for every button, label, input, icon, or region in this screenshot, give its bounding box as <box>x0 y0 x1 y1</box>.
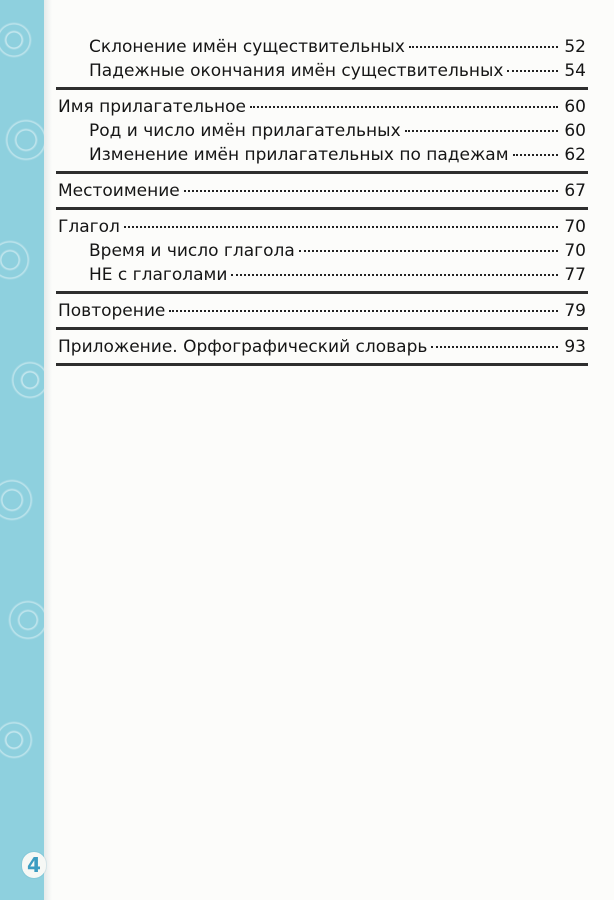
ghost-line <box>0 458 614 476</box>
toc-entry[interactable] <box>58 299 586 323</box>
toc-entry-title: Изменение имён прилагательных по падежам <box>89 145 509 165</box>
section-divider <box>56 327 588 330</box>
ghost-line <box>0 794 614 812</box>
ghost-line <box>0 376 614 394</box>
toc-entry-title: НЕ с глаголами <box>89 265 228 285</box>
toc-entry-page: 62 <box>564 145 586 165</box>
toc-entry-page: 54 <box>564 61 586 81</box>
toc-entry[interactable] <box>58 119 586 143</box>
toc-entry[interactable] <box>58 335 586 359</box>
ghost-line <box>0 710 614 728</box>
toc-entry-title: Время и число глагола <box>89 241 295 261</box>
section-divider <box>56 171 588 174</box>
dot-leader <box>231 274 558 276</box>
toc-entry-title: Склонение имён существительных <box>89 37 405 57</box>
toc-entry[interactable] <box>58 263 586 287</box>
section-divider <box>56 87 588 90</box>
toc-entry-title: Род и число имён прилагательных <box>89 121 401 141</box>
toc-entry-title: Глагол <box>58 217 120 237</box>
toc-entry-page: 70 <box>564 217 586 237</box>
toc-entry[interactable] <box>58 215 586 239</box>
toc-entry-page: 93 <box>564 337 586 357</box>
ghost-line <box>0 542 614 560</box>
toc-entry-page: 67 <box>564 181 586 201</box>
page-number-badge: 4 <box>22 852 46 878</box>
section-divider <box>56 363 588 366</box>
toc-entry-page: 79 <box>564 301 586 321</box>
dot-leader <box>250 106 558 108</box>
ghost-line <box>0 626 614 644</box>
toc-entry[interactable] <box>58 95 586 119</box>
ghost-line <box>0 570 614 588</box>
ghost-line <box>0 598 614 616</box>
toc-entry-page: 77 <box>564 265 586 285</box>
toc-entry-page: 52 <box>564 37 586 57</box>
dot-leader <box>184 190 558 192</box>
ghost-line <box>0 514 614 532</box>
ghost-line <box>0 738 614 756</box>
ghost-line <box>0 682 614 700</box>
ghost-line <box>0 766 614 784</box>
dot-leader <box>299 250 558 252</box>
dot-leader <box>431 346 558 348</box>
toc-entry-title: Местоимение <box>58 181 180 201</box>
toc-entry-title: Повторение <box>58 301 166 321</box>
dot-leader <box>169 310 558 312</box>
decorative-side-strip <box>0 0 44 900</box>
toc-entry[interactable] <box>58 239 586 263</box>
side-strip-shadow <box>44 0 52 900</box>
dot-leader <box>507 70 558 72</box>
section-divider <box>56 207 588 210</box>
toc-entry-page: 60 <box>564 97 586 117</box>
ghost-line <box>0 822 614 840</box>
toc-entry-page: 70 <box>564 241 586 261</box>
dot-leader <box>405 130 558 132</box>
toc-entry[interactable] <box>58 35 586 59</box>
toc-entry[interactable] <box>58 179 586 203</box>
toc-entry-page: 60 <box>564 121 586 141</box>
table-of-contents <box>58 35 586 371</box>
ghost-line <box>0 402 614 420</box>
section-divider <box>56 291 588 294</box>
toc-entry[interactable] <box>58 143 586 167</box>
ghost-line <box>0 654 614 672</box>
toc-entry-title: Приложение. Орфографический словарь <box>58 337 428 357</box>
toc-entry-title: Имя прилагательное <box>58 97 246 117</box>
toc-entry[interactable] <box>58 59 586 83</box>
dot-leader <box>124 226 558 228</box>
dot-leader <box>513 154 558 156</box>
ghost-line <box>0 430 614 448</box>
ghost-line <box>0 486 614 504</box>
dot-leader <box>409 46 558 48</box>
toc-entry-title: Падежные окончания имён существительных <box>89 61 504 81</box>
